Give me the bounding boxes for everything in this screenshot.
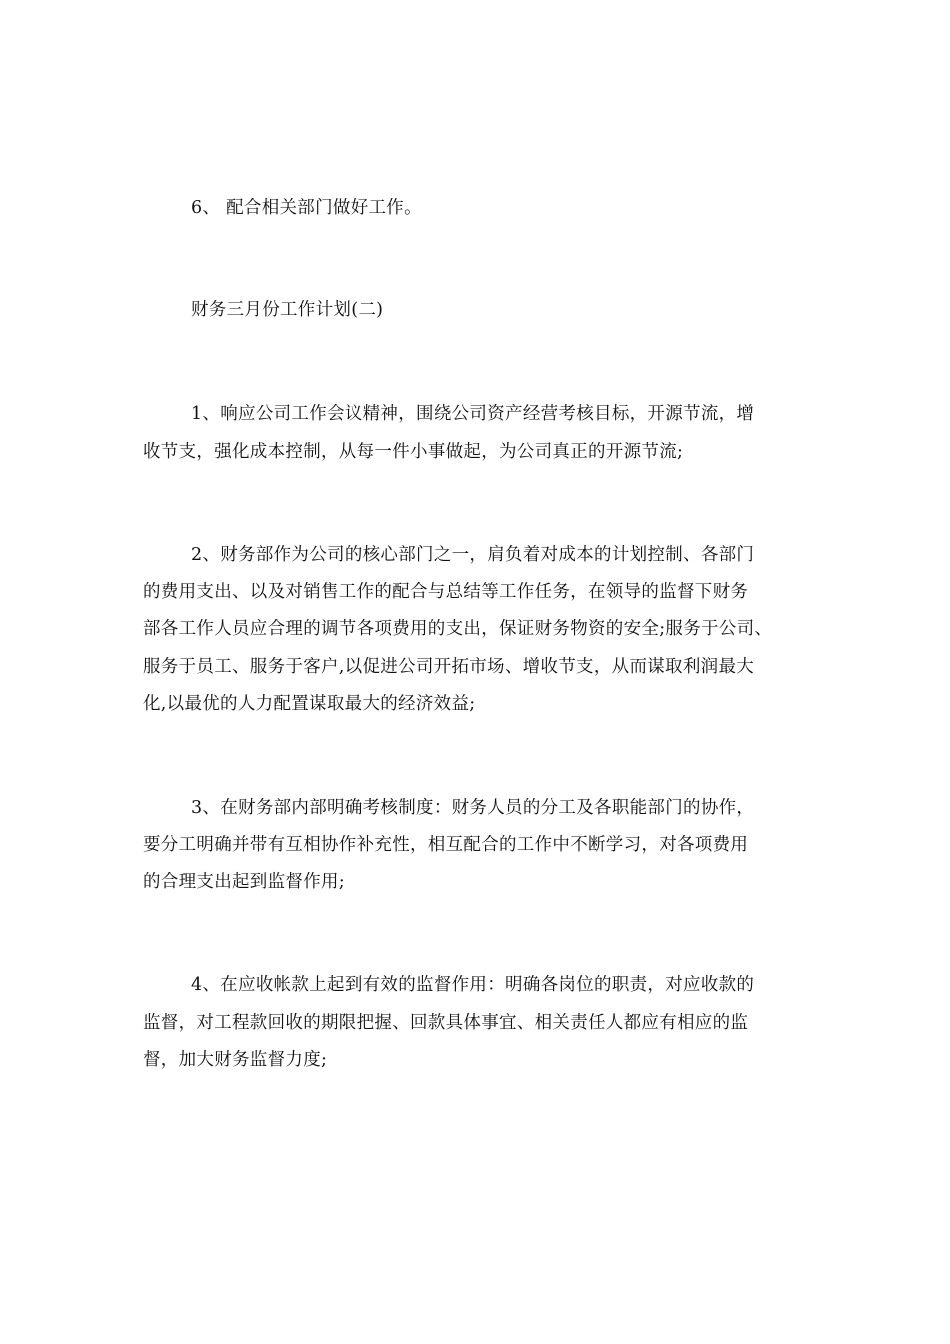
paragraph-line: 化,以最优的人力配置谋取最大的经济效益; bbox=[143, 694, 476, 714]
paragraph-line: 监督，对工程款回收的期限把握、回款具体事宜、相关责任人都应有相应的监 bbox=[143, 1013, 749, 1033]
paragraph-line: 4、在应收帐款上起到有效的监督作用：明确各岗位的职责，对应收款的 bbox=[191, 975, 755, 995]
paragraph-line: 部各工作人员应合理的调节各项费用的支出，保证财务物资的安全;服务于公司、 bbox=[143, 619, 773, 639]
paragraph-line: 的合理支出起到监督作用; bbox=[143, 872, 345, 892]
paragraph-line: 收节支，强化成本控制，从每一件小事做起，为公司真正的开源节流; bbox=[143, 442, 684, 462]
paragraph-line: 服务于员工、服务于客户,以促进公司开拓市场、增收节支，从而谋取利润最大 bbox=[143, 657, 755, 677]
paragraph-line: 的费用支出、以及对销售工作的配合与总结等工作任务，在领导的监督下财务 bbox=[143, 582, 749, 602]
paragraph-line: 1、响应公司工作会议精神，围绕公司资产经营考核目标，开源节流，增 bbox=[191, 404, 755, 424]
paragraph-line: 3、在财务部内部明确考核制度：财务人员的分工及各职能部门的协作， bbox=[191, 798, 755, 818]
paragraph-line: 要分工明确并带有互相协作补充性，相互配合的工作中不断学习，对各项费用 bbox=[143, 835, 749, 855]
section-heading: 财务三月份工作计划(二) bbox=[191, 300, 384, 320]
item-6-text: 6、 配合相关部门做好工作。 bbox=[191, 198, 422, 218]
paragraph-line: 督，加大财务监督力度; bbox=[143, 1050, 328, 1070]
paragraph-line: 2、财务部作为公司的核心部门之一，肩负着对成本的计划控制、各部门 bbox=[191, 545, 755, 565]
